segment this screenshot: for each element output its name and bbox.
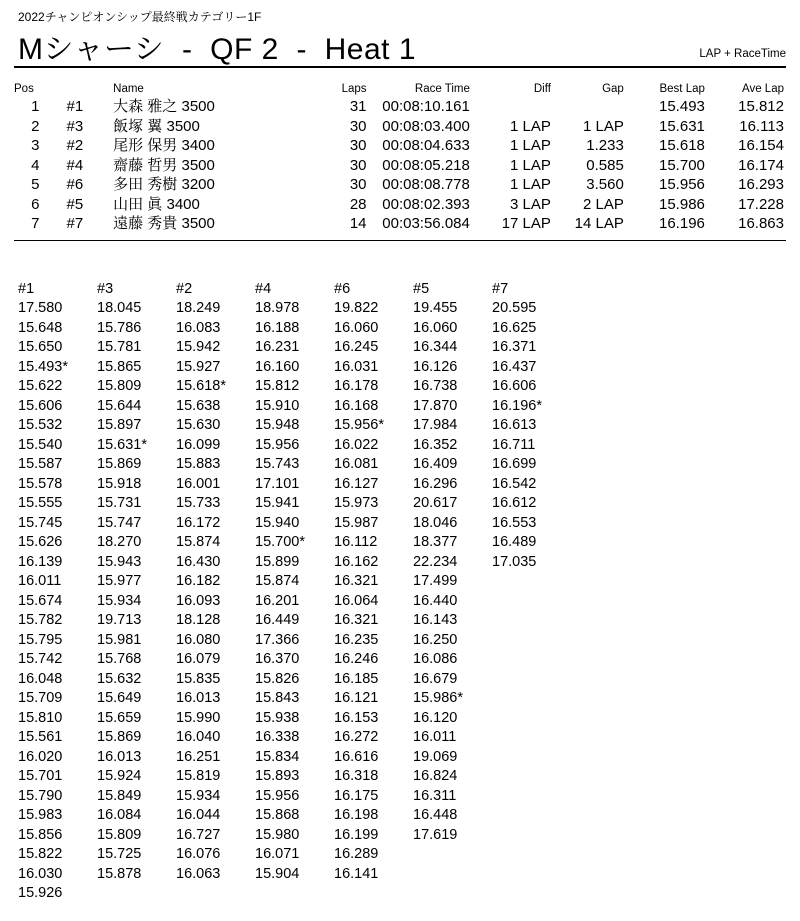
lap-time: 15.587 bbox=[18, 456, 63, 472]
laps-cell: 28 bbox=[349, 195, 367, 213]
lap-time: 17.984 bbox=[413, 417, 458, 433]
best-lap-cell: 15.956 bbox=[659, 176, 705, 193]
lap-time: 16.022 bbox=[334, 436, 379, 453]
lap-time: 15.843 bbox=[255, 690, 300, 706]
lap-time: 18.978 bbox=[255, 300, 300, 316]
ave-lap-cell: 16.293 bbox=[738, 176, 784, 193]
lap-time: 15.606 bbox=[18, 397, 63, 414]
lap-time: 16.437 bbox=[492, 358, 537, 375]
lap-time: 16.612 bbox=[492, 495, 537, 511]
lap-time: 15.934 bbox=[176, 787, 221, 804]
lap-time: 16.083 bbox=[176, 319, 221, 336]
diff-cell: 1 LAP bbox=[510, 117, 551, 135]
lap-time: 15.893 bbox=[255, 768, 300, 784]
lap-column bbox=[413, 280, 492, 904]
lap-time: 15.918 bbox=[97, 475, 142, 492]
ave-lap-cell: 15.812 bbox=[738, 98, 784, 115]
driver-name-cell: 尾形 保男 3400 bbox=[113, 137, 215, 154]
lap-time: 16.824 bbox=[413, 768, 458, 784]
lap-time: 15.938 bbox=[255, 709, 300, 726]
lap-time: 15.865 bbox=[97, 358, 142, 375]
lap-time: 15.790 bbox=[18, 787, 63, 804]
driver-name-cell: 山田 眞 3400 bbox=[113, 195, 200, 213]
lap-time: 15.987 bbox=[334, 514, 379, 531]
lap-time: 20.617 bbox=[413, 495, 458, 511]
lap-time: 16.246 bbox=[334, 651, 379, 667]
driver-name-cell: 飯塚 翼 3500 bbox=[113, 117, 200, 135]
laps-cell: 30 bbox=[349, 117, 367, 135]
car-number-cell: #4 bbox=[66, 156, 84, 174]
lap-time: 16.679 bbox=[413, 670, 458, 687]
lap-time: 15.493* bbox=[18, 358, 68, 375]
laps-cell: 30 bbox=[349, 156, 367, 174]
lap-time: 15.626 bbox=[18, 534, 63, 550]
lap-time: 15.981 bbox=[97, 631, 142, 648]
lap-column-header: #3 bbox=[97, 281, 114, 297]
lap-time: 16.738 bbox=[413, 378, 458, 394]
lap-time: 16.231 bbox=[255, 339, 300, 355]
lap-time: 15.924 bbox=[97, 768, 142, 784]
diff-cell: 1 LAP bbox=[510, 137, 551, 154]
col-header-best-lap: Best Lap bbox=[659, 83, 705, 95]
table-top-rule bbox=[14, 66, 786, 68]
lap-time: 15.826 bbox=[255, 670, 300, 687]
best-lap-cell: 15.986 bbox=[659, 195, 705, 213]
lap-time: 15.856 bbox=[18, 826, 63, 843]
lap-time: 16.449 bbox=[255, 612, 300, 628]
lap-time: 16.121 bbox=[334, 690, 379, 706]
lap-time: 15.942 bbox=[176, 339, 221, 355]
lap-time: 16.625 bbox=[492, 319, 537, 336]
lap-time: 19.455 bbox=[413, 300, 458, 316]
lap-time: 15.810 bbox=[18, 709, 63, 726]
result-row bbox=[14, 195, 788, 215]
best-lap-cell: 15.631 bbox=[659, 117, 705, 135]
lap-time: 15.943 bbox=[97, 553, 142, 570]
lap-time: 15.809 bbox=[97, 378, 142, 394]
lap-time: 16.020 bbox=[18, 748, 63, 765]
lap-time: 16.352 bbox=[413, 436, 458, 453]
position-cell: 7 bbox=[31, 215, 40, 232]
result-row bbox=[14, 175, 788, 195]
col-header-race-time: Race Time bbox=[414, 83, 470, 95]
car-number-cell: #7 bbox=[66, 215, 84, 232]
lap-time: 15.835 bbox=[176, 670, 221, 687]
race-time-cell: 00:08:04.633 bbox=[382, 137, 470, 154]
lap-time: 15.532 bbox=[18, 417, 63, 433]
lap-time: 19.069 bbox=[413, 748, 458, 765]
lap-time: 16.553 bbox=[492, 514, 537, 531]
gap-cell: 3.560 bbox=[586, 176, 624, 193]
lap-time: 15.940 bbox=[255, 514, 300, 531]
race-time-cell: 00:08:10.161 bbox=[382, 98, 470, 115]
lap-time: 22.234 bbox=[413, 553, 458, 570]
results-header-row bbox=[14, 82, 788, 97]
report-mode: LAP + RaceTime bbox=[699, 48, 786, 60]
lap-time: 15.745 bbox=[18, 514, 63, 531]
lap-time: 15.650 bbox=[18, 339, 63, 355]
lap-time: 16.139 bbox=[18, 553, 63, 570]
lap-time: 15.674 bbox=[18, 592, 63, 609]
lap-time: 17.101 bbox=[255, 475, 300, 492]
lap-time: 15.768 bbox=[97, 651, 142, 667]
lap-time: 16.201 bbox=[255, 592, 300, 609]
lap-time: 15.618* bbox=[176, 378, 226, 394]
lap-time: 16.080 bbox=[176, 631, 221, 648]
lap-time: 16.489 bbox=[492, 534, 537, 550]
col-header-ave-lap: Ave Lap bbox=[742, 83, 784, 95]
lap-time: 16.013 bbox=[176, 690, 221, 706]
lap-time: 15.910 bbox=[255, 397, 300, 414]
lap-time: 15.869 bbox=[97, 456, 142, 472]
ave-lap-cell: 17.228 bbox=[738, 195, 784, 213]
lap-time: 15.897 bbox=[97, 417, 142, 433]
lap-time: 16.699 bbox=[492, 456, 537, 472]
position-cell: 5 bbox=[31, 176, 40, 193]
driver-name-cell: 齋藤 哲男 3500 bbox=[113, 156, 215, 174]
result-row bbox=[14, 156, 788, 176]
lap-time: 15.904 bbox=[255, 865, 300, 882]
lap-column-header: #5 bbox=[413, 281, 430, 297]
laps-cell: 14 bbox=[349, 215, 367, 232]
lap-time: 15.983 bbox=[18, 807, 63, 823]
lap-time: 15.709 bbox=[18, 690, 63, 706]
lap-time: 16.060 bbox=[413, 319, 458, 336]
lap-time: 16.120 bbox=[413, 709, 458, 726]
lap-column-header: #6 bbox=[334, 281, 351, 297]
lap-time: 16.318 bbox=[334, 768, 379, 784]
lap-time: 16.175 bbox=[334, 787, 379, 804]
lap-time: 16.371 bbox=[492, 339, 537, 355]
diff-cell: 1 LAP bbox=[510, 156, 551, 174]
lap-time: 20.595 bbox=[492, 300, 537, 316]
lap-time: 15.631* bbox=[97, 436, 147, 453]
lap-time: 15.934 bbox=[97, 592, 142, 609]
col-header-name: Name bbox=[113, 83, 144, 95]
lap-time: 16.296 bbox=[413, 475, 458, 492]
lap-time: 16.160 bbox=[255, 358, 300, 375]
lap-time: 15.733 bbox=[176, 495, 221, 511]
lap-time: 16.344 bbox=[413, 339, 458, 355]
lap-time: 16.048 bbox=[18, 670, 63, 687]
col-header-diff: Diff bbox=[533, 83, 551, 95]
lap-time: 16.289 bbox=[334, 846, 379, 862]
lap-time: 15.834 bbox=[255, 748, 300, 765]
gap-cell bbox=[551, 97, 624, 117]
lap-time: 16.093 bbox=[176, 592, 221, 609]
lap-time: 16.311 bbox=[413, 787, 457, 804]
lap-time: 15.822 bbox=[18, 846, 63, 862]
lap-time: 16.448 bbox=[413, 807, 458, 823]
lap-time: 16.063 bbox=[176, 865, 221, 882]
table-bottom-rule bbox=[14, 240, 786, 241]
best-lap-cell: 16.196 bbox=[659, 215, 705, 232]
lap-time: 15.649 bbox=[97, 690, 142, 706]
lap-time: 17.619 bbox=[413, 826, 458, 843]
lap-time: 16.198 bbox=[334, 807, 379, 823]
lap-time: 17.580 bbox=[18, 300, 63, 316]
event-subtitle: 2022チャンピオンシップ最終戦カテゴリー1F bbox=[18, 10, 262, 24]
lap-time: 16.321 bbox=[334, 573, 379, 589]
lap-time: 16.013 bbox=[97, 748, 142, 765]
lap-time: 15.782 bbox=[18, 612, 63, 628]
position-cell: 3 bbox=[31, 137, 40, 154]
lap-time: 15.795 bbox=[18, 631, 63, 648]
lap-time: 15.986* bbox=[413, 690, 463, 706]
race-time-cell: 00:08:05.218 bbox=[382, 156, 470, 174]
lap-time: 15.990 bbox=[176, 709, 221, 726]
lap-time: 18.128 bbox=[176, 612, 221, 628]
diff-cell: 3 LAP bbox=[510, 195, 551, 213]
lap-time: 16.011 bbox=[18, 573, 62, 589]
lap-column bbox=[255, 280, 334, 904]
best-lap-cell: 15.618 bbox=[659, 137, 705, 154]
lap-time: 15.956 bbox=[255, 787, 300, 804]
lap-time: 18.270 bbox=[97, 534, 142, 550]
lap-time: 16.613 bbox=[492, 417, 537, 433]
lap-time: 18.249 bbox=[176, 300, 221, 316]
lap-time: 16.064 bbox=[334, 592, 379, 609]
lap-time: 15.747 bbox=[97, 514, 142, 531]
lap-time: 16.001 bbox=[176, 475, 221, 492]
race-time-cell: 00:08:03.400 bbox=[382, 117, 470, 135]
race-time-cell: 00:08:08.778 bbox=[382, 176, 470, 193]
lap-time: 15.630 bbox=[176, 417, 221, 433]
lap-time: 16.199 bbox=[334, 826, 379, 843]
lap-time: 16.162 bbox=[334, 553, 379, 570]
lap-column bbox=[176, 280, 255, 904]
lap-time: 15.561 bbox=[18, 729, 63, 745]
car-number-cell: #6 bbox=[66, 176, 84, 193]
lap-time: 15.878 bbox=[97, 865, 142, 882]
driver-name-cell: 大森 雅之 3500 bbox=[113, 98, 215, 115]
position-cell: 2 bbox=[31, 117, 40, 135]
lap-time: 16.079 bbox=[176, 651, 221, 667]
car-number-cell: #2 bbox=[66, 137, 84, 154]
lap-time: 18.046 bbox=[413, 514, 458, 531]
lap-time: 16.127 bbox=[334, 475, 379, 492]
lap-time: 15.786 bbox=[97, 319, 142, 336]
lap-time: 16.321 bbox=[334, 612, 379, 628]
lap-time: 15.927 bbox=[176, 358, 221, 375]
diff-cell: 1 LAP bbox=[510, 176, 551, 193]
lap-column-header: #1 bbox=[18, 281, 35, 297]
gap-cell: 14 LAP bbox=[574, 215, 624, 232]
lap-time: 15.973 bbox=[334, 495, 379, 511]
driver-name-cell: 遠藤 秀貴 3500 bbox=[113, 215, 215, 232]
lap-time: 15.874 bbox=[255, 573, 300, 589]
gap-cell: 1 LAP bbox=[582, 117, 624, 135]
lap-time: 16.112 bbox=[334, 534, 378, 550]
lap-time: 16.606 bbox=[492, 378, 537, 394]
lap-column bbox=[18, 280, 97, 904]
lap-column bbox=[97, 280, 176, 904]
lap-time: 16.168 bbox=[334, 397, 379, 414]
lap-time: 19.713 bbox=[97, 612, 142, 628]
lap-time: 15.809 bbox=[97, 826, 142, 843]
position-cell: 4 bbox=[31, 156, 40, 174]
lap-time: 18.377 bbox=[413, 534, 458, 550]
lap-time: 16.182 bbox=[176, 573, 221, 589]
lap-time: 17.499 bbox=[413, 573, 458, 589]
lap-column bbox=[334, 280, 413, 904]
lap-time: 16.251 bbox=[176, 748, 221, 765]
lap-time: 15.742 bbox=[18, 651, 63, 667]
car-number-cell: #5 bbox=[66, 195, 84, 213]
lap-time: 15.812 bbox=[255, 378, 300, 394]
laps-cell: 30 bbox=[349, 176, 367, 193]
lap-times-grid bbox=[18, 280, 571, 904]
lap-time: 17.035 bbox=[492, 553, 537, 570]
lap-time: 15.638 bbox=[176, 397, 221, 414]
lap-time: 15.731 bbox=[97, 495, 142, 511]
diff-cell bbox=[470, 97, 551, 117]
lap-time: 16.245 bbox=[334, 339, 379, 355]
lap-time: 16.011 bbox=[413, 729, 457, 745]
col-header-number bbox=[57, 82, 104, 97]
car-number-cell: #3 bbox=[66, 117, 84, 135]
position-cell: 6 bbox=[31, 195, 40, 213]
lap-time: 15.659 bbox=[97, 709, 142, 726]
lap-time: 15.555 bbox=[18, 495, 63, 511]
lap-time: 16.143 bbox=[413, 612, 458, 628]
lap-time: 15.819 bbox=[176, 768, 221, 784]
lap-time: 16.727 bbox=[176, 826, 221, 843]
best-lap-cell: 15.700 bbox=[659, 156, 705, 174]
lap-time: 16.440 bbox=[413, 592, 458, 609]
lap-time: 16.099 bbox=[176, 436, 221, 453]
gap-cell: 2 LAP bbox=[582, 195, 624, 213]
lap-time: 16.126 bbox=[413, 358, 458, 375]
lap-time: 16.188 bbox=[255, 319, 300, 336]
lap-time: 16.542 bbox=[492, 475, 537, 492]
lap-time: 17.366 bbox=[255, 631, 300, 648]
lap-time: 16.272 bbox=[334, 729, 379, 745]
lap-time: 15.883 bbox=[176, 456, 221, 472]
lap-column-header: #7 bbox=[492, 281, 509, 297]
lap-time: 16.086 bbox=[413, 651, 458, 667]
gap-cell: 1.233 bbox=[586, 137, 624, 154]
diff-cell: 17 LAP bbox=[501, 215, 551, 232]
race-time-cell: 00:03:56.084 bbox=[382, 215, 470, 232]
lap-time: 15.849 bbox=[97, 787, 142, 804]
lap-time: 15.868 bbox=[255, 807, 300, 823]
lap-time: 15.644 bbox=[97, 397, 142, 414]
lap-time: 15.956 bbox=[255, 436, 300, 453]
laps-cell: 30 bbox=[349, 137, 367, 154]
col-header-laps: Laps bbox=[341, 83, 367, 95]
lap-time: 15.701 bbox=[18, 768, 63, 784]
lap-time: 19.822 bbox=[334, 300, 379, 316]
lap-time: 16.030 bbox=[18, 865, 63, 882]
lap-time: 16.153 bbox=[334, 709, 379, 726]
ave-lap-cell: 16.174 bbox=[738, 156, 784, 174]
lap-time: 16.141 bbox=[334, 865, 379, 882]
lap-time: 16.235 bbox=[334, 631, 379, 648]
lap-time: 15.941 bbox=[255, 495, 300, 511]
lap-time: 16.071 bbox=[255, 846, 300, 862]
lap-time: 16.616 bbox=[334, 748, 379, 765]
position-cell: 1 bbox=[31, 98, 40, 115]
result-row bbox=[14, 117, 788, 137]
lap-time: 16.081 bbox=[334, 456, 379, 472]
col-header-gap: Gap bbox=[602, 83, 624, 95]
lap-time: 16.430 bbox=[176, 553, 221, 570]
lap-time: 16.084 bbox=[97, 807, 142, 823]
lap-time: 15.869 bbox=[97, 729, 142, 745]
lap-column-header: #4 bbox=[255, 281, 272, 297]
lap-time: 15.725 bbox=[97, 846, 142, 862]
lap-time: 15.899 bbox=[255, 553, 300, 570]
laps-cell: 31 bbox=[349, 98, 367, 115]
lap-time: 16.178 bbox=[334, 378, 379, 394]
lap-time: 16.044 bbox=[176, 807, 221, 823]
lap-time: 16.185 bbox=[334, 670, 379, 687]
lap-time: 16.060 bbox=[334, 319, 379, 336]
ave-lap-cell: 16.113 bbox=[739, 117, 784, 135]
race-title: Mシャーシ - QF 2 - Heat 1 bbox=[18, 33, 417, 66]
lap-time: 15.980 bbox=[255, 826, 300, 843]
lap-column-header: #2 bbox=[176, 281, 193, 297]
gap-cell: 0.585 bbox=[586, 156, 624, 174]
lap-time: 18.045 bbox=[97, 300, 142, 316]
lap-time: 15.540 bbox=[18, 436, 63, 453]
col-header-pos: Pos bbox=[14, 83, 34, 95]
lap-time: 16.172 bbox=[176, 514, 221, 531]
race-time-cell: 00:08:02.393 bbox=[382, 195, 470, 213]
lap-time: 15.632 bbox=[97, 670, 142, 687]
lap-time: 15.622 bbox=[18, 378, 63, 394]
lap-time: 16.040 bbox=[176, 729, 221, 745]
lap-time: 15.926 bbox=[18, 885, 63, 901]
ave-lap-cell: 16.863 bbox=[738, 215, 784, 232]
lap-time: 15.700* bbox=[255, 534, 305, 550]
lap-time: 16.076 bbox=[176, 846, 221, 862]
result-row bbox=[14, 214, 788, 234]
lap-time: 16.711 bbox=[492, 436, 536, 453]
lap-time: 17.870 bbox=[413, 397, 458, 414]
lap-time: 15.648 bbox=[18, 319, 63, 336]
lap-time: 15.781 bbox=[97, 339, 142, 355]
result-row bbox=[14, 97, 788, 117]
results-table bbox=[14, 82, 788, 234]
lap-time: 16.250 bbox=[413, 631, 458, 648]
lap-time: 16.370 bbox=[255, 651, 300, 667]
lap-time: 15.956* bbox=[334, 417, 384, 433]
best-lap-cell: 15.493 bbox=[659, 98, 705, 115]
lap-time: 16.338 bbox=[255, 729, 300, 745]
lap-time: 15.743 bbox=[255, 456, 300, 472]
car-number-cell: #1 bbox=[66, 98, 84, 115]
ave-lap-cell: 16.154 bbox=[738, 137, 784, 154]
lap-time: 15.578 bbox=[18, 475, 63, 492]
driver-name-cell: 多田 秀樹 3200 bbox=[113, 176, 215, 193]
lap-column bbox=[492, 280, 571, 904]
lap-time: 16.409 bbox=[413, 456, 458, 472]
lap-time: 15.874 bbox=[176, 534, 221, 550]
result-row bbox=[14, 136, 788, 156]
lap-time: 16.031 bbox=[334, 358, 379, 375]
lap-time: 15.948 bbox=[255, 417, 300, 433]
lap-time: 16.196* bbox=[492, 397, 542, 414]
lap-time: 15.977 bbox=[97, 573, 142, 589]
